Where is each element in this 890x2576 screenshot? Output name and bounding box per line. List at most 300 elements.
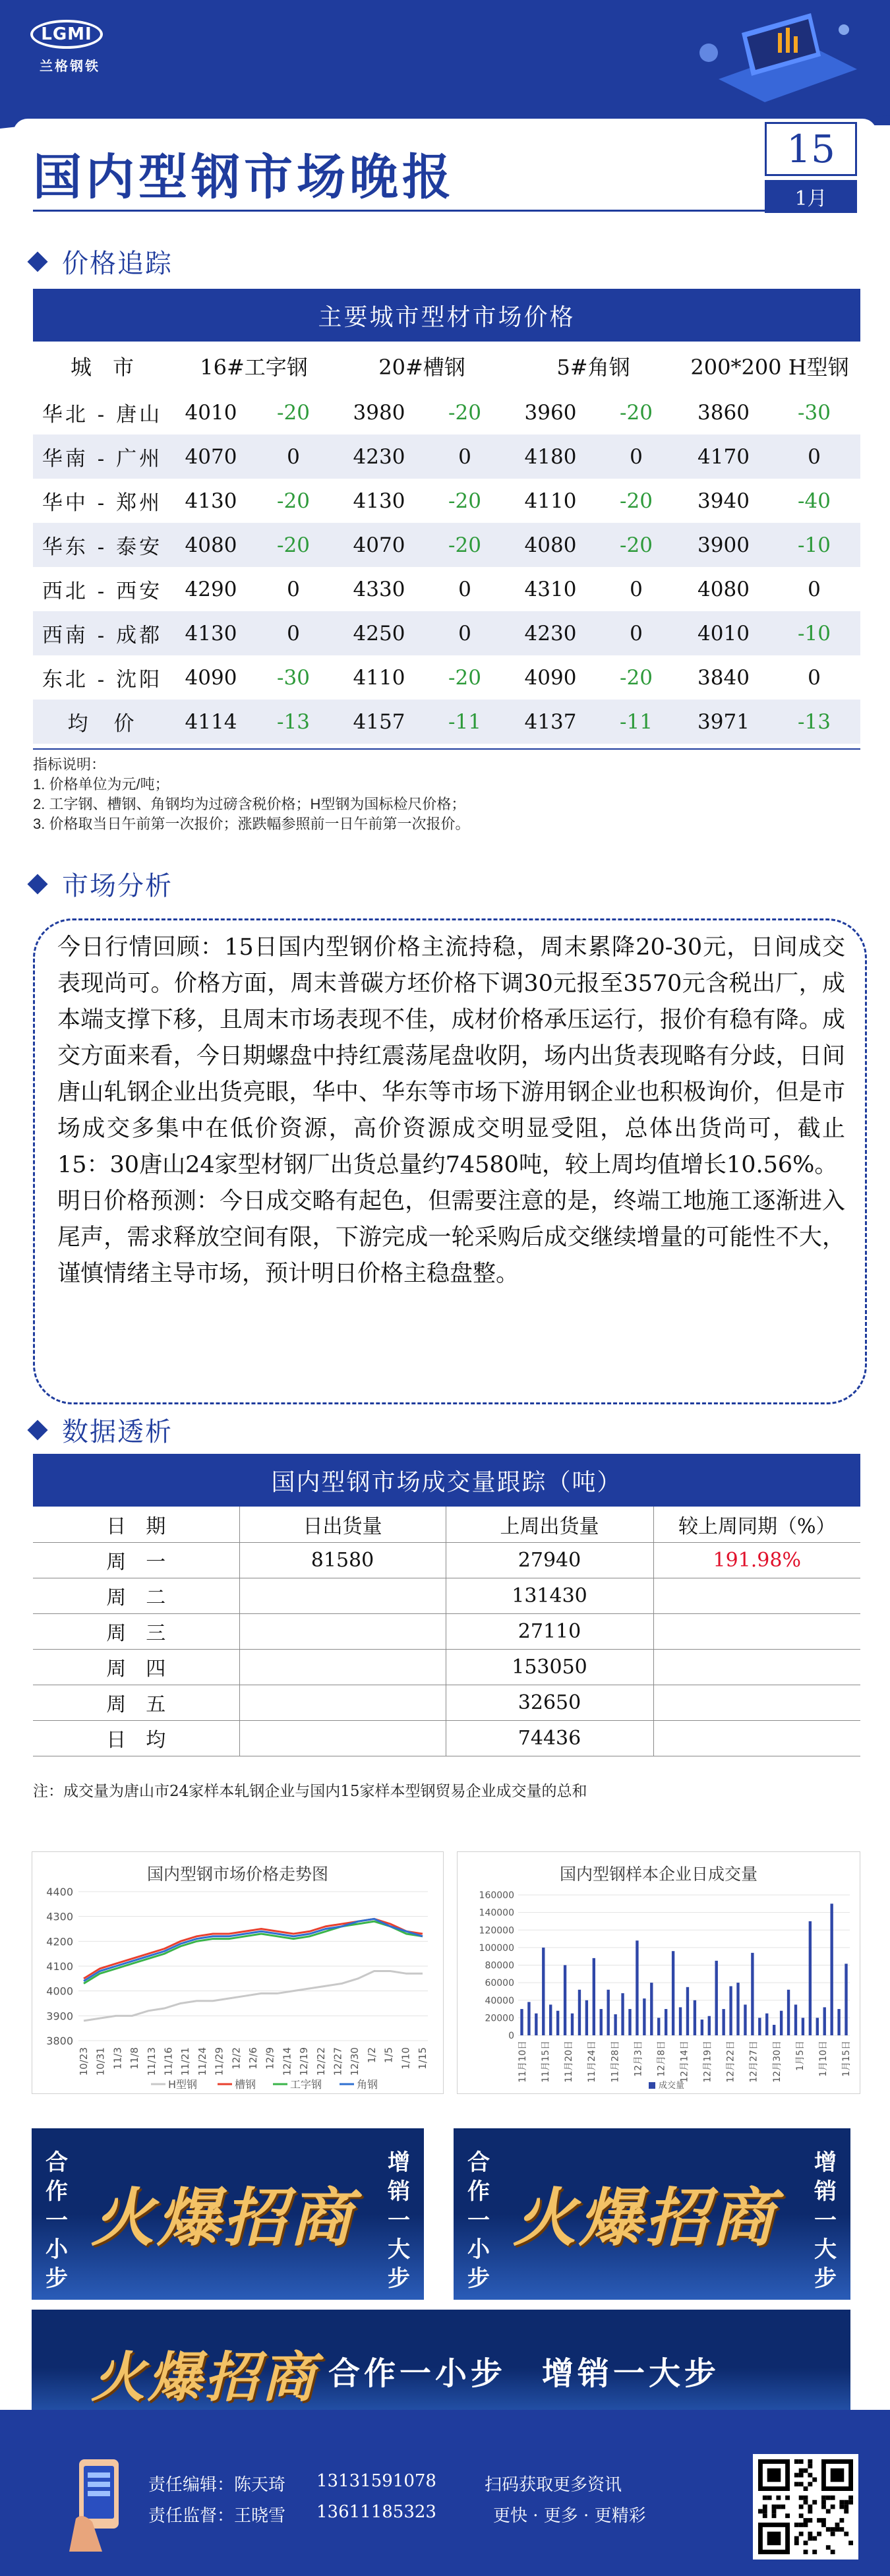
ad-banner-right[interactable] bbox=[454, 2128, 850, 2300]
price-cell: 4230 bbox=[508, 611, 593, 655]
qr-module bbox=[831, 2527, 835, 2532]
qr-module bbox=[839, 2518, 844, 2523]
x-tick-label: 1月5日 bbox=[794, 2041, 806, 2071]
volume-bar-svg bbox=[458, 1852, 861, 2095]
qr-module bbox=[808, 2518, 812, 2523]
price-table-title: 主要城市型材市场价格 bbox=[33, 289, 860, 342]
qr-module bbox=[804, 2540, 808, 2545]
y-tick-label: 4300 bbox=[46, 1910, 73, 1923]
price-cell: 4130 bbox=[185, 489, 237, 513]
city-cell: 西南 - 成都 bbox=[33, 611, 171, 655]
price-cell: 4170 bbox=[679, 434, 768, 479]
change-pct-cell bbox=[653, 1649, 860, 1685]
price-cell: 4110 bbox=[524, 489, 577, 513]
price-trend-chart bbox=[32, 1851, 444, 2094]
volume-bar bbox=[837, 2009, 840, 2035]
today-volume-cell bbox=[239, 1685, 446, 1720]
diamond-bullet-icon bbox=[27, 874, 47, 894]
column-header: 20#槽钢 bbox=[378, 355, 465, 380]
x-tick-label: 12月27日 bbox=[748, 2041, 759, 2083]
volume-bar bbox=[736, 1983, 739, 2035]
note-line: 3. 价格取当日午前第一次报价；涨跌幅参照前一日午前第一次报价。 bbox=[33, 816, 470, 832]
price-cell: 4090 bbox=[185, 665, 237, 690]
x-tick-label: 1月15日 bbox=[841, 2041, 852, 2077]
change-cell: -10 bbox=[768, 523, 860, 567]
city-cell: 华东 - 泰安 bbox=[33, 523, 171, 567]
y-tick-label: 4400 bbox=[46, 1886, 73, 1898]
volume-row bbox=[33, 1578, 860, 1613]
x-tick-label: 11/24 bbox=[196, 2047, 208, 2076]
qr-module bbox=[763, 2509, 767, 2513]
price-notes bbox=[33, 748, 860, 834]
qr-module bbox=[812, 2550, 817, 2554]
volume-row bbox=[33, 1685, 860, 1720]
y-tick-label: 140000 bbox=[479, 1907, 514, 1919]
analysis-review: 今日行情回顾：15日国内型钢价格主流持稳，周末累降20-30元，日间成交表现尚可。价格方面，周末普碳方坯价格下调30元报至3570元含税出厂，成本端支撑下移，且周末市场表现不佳，成材价格承压运行，报价有稳有降。成交方面来看，今日期螺盘中持红震荡尾盘收阴，场内出货表现略有分歧，日间唐山轧钢企业出货亮眼，华中、华东等市场下游用钢企业也积极询价，但是市场成交多集中在低价资源，高价资源成交明显受阻，总体出货尚可，截止15：30唐山24家型材钢厂出货总量约74580吨，较上周均值增长10.56%。 bbox=[57, 934, 845, 1178]
volume-bar bbox=[744, 2004, 746, 2035]
volume-bar bbox=[643, 1998, 645, 2035]
last-week-volume-cell: 32650 bbox=[446, 1685, 653, 1720]
volume-bar bbox=[600, 2009, 603, 2035]
change-pct-cell bbox=[653, 1685, 860, 1720]
qr-module bbox=[831, 2550, 835, 2554]
title-divider bbox=[33, 210, 765, 212]
ad-slogan: 合作一小步 增销一大步 bbox=[328, 2355, 721, 2392]
price-cell: 4010 bbox=[185, 400, 237, 425]
volume-row bbox=[33, 1720, 860, 1756]
day-cell: 周四 bbox=[33, 1649, 239, 1685]
section-title: 数据透析 bbox=[62, 1417, 173, 1447]
x-tick-label: 11月24日 bbox=[587, 2041, 598, 2083]
column-header: 200*200 H型钢 bbox=[690, 355, 849, 380]
volume-bar bbox=[809, 1921, 812, 2035]
price-row bbox=[33, 567, 860, 611]
change-cell: -20 bbox=[448, 665, 481, 690]
volume-bar bbox=[542, 1948, 545, 2035]
price-cell: 4130 bbox=[353, 489, 405, 513]
price-cell: 4250 bbox=[336, 611, 422, 655]
day-cell: 日均 bbox=[33, 1720, 239, 1756]
volume-table-block bbox=[33, 1454, 860, 1756]
qr-module bbox=[826, 2509, 831, 2513]
change-cell: 0 bbox=[593, 611, 679, 655]
y-tick-label: 60000 bbox=[485, 1978, 514, 1989]
ad-headline: 火爆招商 bbox=[91, 2346, 318, 2409]
qr-module bbox=[794, 2459, 799, 2464]
volume-bar bbox=[650, 1983, 653, 2035]
x-tick-label: 12/2 bbox=[230, 2047, 243, 2070]
qr-module bbox=[812, 2536, 817, 2541]
qr-module bbox=[844, 2505, 848, 2509]
volume-bar bbox=[802, 2018, 804, 2035]
change-cell: -40 bbox=[798, 489, 831, 513]
volume-note: 注：成交量为唐山市24家样本轧钢企业与国内15家样本型钢贸易企业成交量的总和 bbox=[33, 1783, 587, 1800]
change-cell: 0 bbox=[593, 434, 679, 479]
supervisor-phone[interactable]: 13611185323 bbox=[316, 2502, 436, 2522]
qr-module bbox=[804, 2550, 808, 2554]
brand-logo bbox=[30, 20, 109, 86]
qr-module bbox=[785, 2496, 790, 2500]
qr-module bbox=[817, 2532, 821, 2536]
volume-table bbox=[33, 1507, 860, 1756]
column-header: 较上周同期（%） bbox=[653, 1507, 860, 1542]
price-row bbox=[33, 479, 860, 523]
price-row bbox=[33, 655, 860, 700]
section-header-data bbox=[30, 1411, 173, 1449]
day-cell: 周三 bbox=[33, 1613, 239, 1649]
y-tick-label: 40000 bbox=[485, 1995, 514, 2006]
column-header: 日出货量 bbox=[239, 1507, 446, 1542]
volume-bar bbox=[628, 2009, 631, 2035]
qr-module bbox=[808, 2459, 812, 2464]
volume-bar bbox=[614, 2014, 616, 2035]
y-tick-label: 80000 bbox=[485, 1960, 514, 1971]
city-cell: 华北 - 唐山 bbox=[42, 403, 163, 427]
x-tick-label: 11/16 bbox=[162, 2047, 175, 2076]
ad-side-text-left: 合作一小步 bbox=[467, 2149, 490, 2292]
editor-phone[interactable]: 13131591078 bbox=[316, 2471, 436, 2491]
qr-finder bbox=[767, 2532, 781, 2546]
volume-bar bbox=[722, 2009, 725, 2035]
date-month: 1月 bbox=[765, 180, 857, 213]
change-cell: -20 bbox=[593, 523, 679, 567]
x-tick-label: 12月22日 bbox=[725, 2041, 736, 2083]
price-cell: 3900 bbox=[679, 523, 768, 567]
volume-bar bbox=[585, 2000, 588, 2035]
city-cell: 西北 - 西安 bbox=[42, 580, 163, 603]
price-row bbox=[33, 434, 860, 479]
volume-bar bbox=[686, 1987, 689, 2035]
change-cell: -13 bbox=[768, 700, 860, 744]
volume-bar bbox=[527, 2002, 530, 2035]
column-header: 5#角钢 bbox=[556, 355, 630, 380]
qr-module bbox=[826, 2527, 831, 2532]
change-cell: -20 bbox=[448, 489, 481, 513]
qr-module bbox=[799, 2505, 804, 2509]
qr-module bbox=[763, 2505, 767, 2509]
volume-bar bbox=[679, 2007, 682, 2035]
x-tick-label: 12/6 bbox=[247, 2047, 259, 2070]
volume-bar bbox=[665, 2009, 667, 2035]
change-cell: 0 bbox=[630, 577, 643, 601]
change-pct-cell: 191.98% bbox=[653, 1542, 860, 1578]
qr-module bbox=[808, 2532, 812, 2536]
qr-module bbox=[799, 2482, 804, 2486]
qr-module bbox=[839, 2500, 844, 2505]
qr-pattern bbox=[758, 2459, 853, 2554]
supervisor-label: 责任监督：王晓雪 bbox=[148, 2506, 286, 2526]
x-tick-label: 12/22 bbox=[314, 2047, 327, 2076]
logo-mark: LGMI bbox=[30, 20, 103, 49]
section-header-analysis bbox=[30, 865, 173, 903]
qr-module bbox=[804, 2496, 808, 2500]
qr-module bbox=[839, 2527, 844, 2532]
qr-module bbox=[844, 2532, 848, 2536]
qr-module bbox=[799, 2473, 804, 2478]
section-title: 价格追踪 bbox=[62, 249, 173, 279]
legend-label: 槽钢 bbox=[235, 2078, 256, 2091]
change-cell: 0 bbox=[808, 577, 821, 601]
price-table-block bbox=[33, 289, 860, 744]
qr-module bbox=[804, 2486, 808, 2491]
qr-module bbox=[804, 2523, 808, 2527]
section-header-price bbox=[30, 243, 173, 280]
x-tick-label: 11月28日 bbox=[610, 2041, 621, 2083]
qr-module bbox=[804, 2500, 808, 2505]
analysis-forecast: 明日价格预测：今日成交略有起色，但需要注意的是，终端工地施工逐渐进入尾声，需求释放空间有限，下游完成一轮采购后成交继续增量的可能性不大，谨慎情绪主导市场，预计明日价格主稳盘整。 bbox=[57, 1188, 845, 1287]
volume-bar bbox=[672, 1951, 674, 2035]
x-tick-label: 11/29 bbox=[213, 2047, 225, 2076]
price-cell: 4114 bbox=[171, 700, 251, 744]
qr-module bbox=[781, 2505, 785, 2509]
today-volume-cell bbox=[239, 1720, 446, 1756]
qr-module bbox=[821, 2496, 826, 2500]
x-tick-label: 12月19日 bbox=[702, 2041, 713, 2083]
volume-header-row bbox=[33, 1507, 860, 1542]
note-line: 指标说明： bbox=[33, 756, 106, 773]
x-tick-label: 10/31 bbox=[94, 2047, 107, 2076]
laptop-illustration-icon bbox=[679, 7, 864, 105]
day-cell: 周二 bbox=[33, 1578, 239, 1613]
qr-module bbox=[821, 2523, 826, 2527]
column-header: 16#工字钢 bbox=[200, 355, 308, 380]
change-cell: -10 bbox=[768, 611, 860, 655]
qr-module bbox=[831, 2532, 835, 2536]
change-cell: -30 bbox=[798, 400, 831, 425]
volume-bar bbox=[823, 2007, 826, 2035]
qr-module bbox=[808, 2536, 812, 2541]
qr-module bbox=[835, 2527, 840, 2532]
change-cell: 0 bbox=[422, 434, 508, 479]
legend-label: 成交量 bbox=[659, 2081, 685, 2091]
change-cell: -20 bbox=[448, 400, 481, 425]
volume-bar bbox=[773, 2025, 775, 2035]
qr-module bbox=[799, 2496, 804, 2500]
volume-bar bbox=[751, 1953, 754, 2035]
qr-module bbox=[848, 2496, 853, 2500]
today-volume-cell: 81580 bbox=[239, 1542, 446, 1578]
qr-module bbox=[794, 2540, 799, 2545]
city-cell: 华中 - 郑州 bbox=[42, 491, 163, 515]
x-tick-label: 1/5 bbox=[382, 2047, 395, 2064]
volume-bar bbox=[701, 2020, 703, 2035]
x-tick-label: 10/23 bbox=[78, 2047, 90, 2076]
change-cell: 0 bbox=[458, 577, 471, 601]
price-cell: 4090 bbox=[524, 665, 577, 690]
last-week-volume-cell: 153050 bbox=[446, 1649, 653, 1685]
price-row bbox=[33, 523, 860, 567]
qr-module bbox=[799, 2532, 804, 2536]
price-cell: 4157 bbox=[336, 700, 422, 744]
x-tick-label: 12月30日 bbox=[771, 2041, 783, 2083]
phone-hand-icon bbox=[63, 2453, 135, 2552]
qr-module bbox=[776, 2496, 781, 2500]
section-title: 市场分析 bbox=[62, 871, 173, 901]
change-cell: 0 bbox=[251, 611, 336, 655]
qr-module bbox=[826, 2496, 831, 2500]
qr-module bbox=[821, 2518, 826, 2523]
x-tick-label: 1月10日 bbox=[817, 2041, 829, 2077]
change-pct-cell bbox=[653, 1613, 860, 1649]
last-week-volume-cell: 131430 bbox=[446, 1578, 653, 1613]
volume-bar bbox=[845, 1963, 847, 2035]
x-tick-label: 1/2 bbox=[365, 2047, 378, 2064]
legend-label: 工字钢 bbox=[290, 2078, 322, 2091]
volume-bar bbox=[729, 1986, 732, 2035]
qr-module bbox=[776, 2505, 781, 2509]
column-header: 城 市 bbox=[70, 355, 134, 380]
change-cell: 0 bbox=[768, 434, 860, 479]
volume-bar bbox=[765, 2014, 768, 2035]
ad-side-text-right: 增销一大步 bbox=[814, 2149, 837, 2292]
diamond-bullet-icon bbox=[27, 1420, 47, 1440]
qr-module bbox=[808, 2509, 812, 2513]
chart-title: 国内型钢样本企业日成交量 bbox=[559, 1865, 757, 1884]
change-cell: -20 bbox=[277, 400, 310, 425]
change-cell: -20 bbox=[620, 400, 653, 425]
column-header: 日 期 bbox=[33, 1507, 239, 1542]
y-tick-label: 100000 bbox=[479, 1942, 514, 1954]
x-tick-label: 11月20日 bbox=[564, 2041, 575, 2083]
x-tick-label: 11/3 bbox=[111, 2047, 124, 2070]
y-tick-label: 0 bbox=[508, 2031, 514, 2041]
qr-code-icon[interactable] bbox=[753, 2454, 858, 2560]
qr-module bbox=[767, 2496, 772, 2500]
price-header-row bbox=[33, 342, 860, 390]
price-cell: 3980 bbox=[353, 400, 405, 425]
volume-bar bbox=[694, 2000, 696, 2035]
qr-module bbox=[844, 2509, 848, 2513]
volume-row bbox=[33, 1542, 860, 1578]
change-cell: -11 bbox=[593, 700, 679, 744]
qr-module bbox=[821, 2500, 826, 2505]
today-volume-cell bbox=[239, 1578, 446, 1613]
last-week-volume-cell: 27110 bbox=[446, 1613, 653, 1649]
change-cell: -11 bbox=[422, 700, 508, 744]
note-line: 2. 工字钢、槽钢、角钢均为过磅含税价格；H型钢为国标检尺价格； bbox=[33, 796, 466, 812]
city-cell: 东北 - 沈阳 bbox=[42, 668, 163, 692]
x-tick-label: 12/27 bbox=[332, 2047, 344, 2076]
price-cell: 4010 bbox=[679, 611, 768, 655]
page-title: 国内型钢市场晚报 bbox=[33, 149, 455, 206]
qr-finder bbox=[831, 2469, 845, 2482]
logo-text: 兰格钢铁 bbox=[40, 58, 100, 74]
change-cell: 0 bbox=[287, 577, 300, 601]
last-week-volume-cell: 74436 bbox=[446, 1720, 653, 1756]
series-line-槽钢 bbox=[84, 1919, 423, 1978]
volume-bar bbox=[549, 2004, 552, 2035]
city-cell: 华南 - 广州 bbox=[33, 434, 171, 479]
x-tick-label: 12/9 bbox=[264, 2047, 276, 2070]
x-tick-label: 12月8日 bbox=[656, 2041, 667, 2077]
change-cell: -20 bbox=[251, 523, 336, 567]
price-trend-svg bbox=[32, 1852, 444, 2095]
qr-module bbox=[799, 2459, 804, 2464]
change-pct-cell bbox=[653, 1578, 860, 1613]
price-row bbox=[33, 700, 860, 744]
qr-module bbox=[758, 2509, 763, 2513]
volume-table-title: 国内型钢市场成交量跟踪（吨） bbox=[33, 1454, 860, 1507]
volume-bar bbox=[593, 1958, 595, 2035]
price-row bbox=[33, 390, 860, 434]
qr-module bbox=[785, 2513, 790, 2518]
volume-bar bbox=[571, 2014, 574, 2035]
volume-bar bbox=[758, 2018, 761, 2035]
change-cell: -20 bbox=[277, 489, 310, 513]
volume-bar bbox=[535, 2014, 537, 2035]
qr-module bbox=[794, 2482, 799, 2486]
qr-module bbox=[844, 2500, 848, 2505]
legend-swatch bbox=[649, 2082, 655, 2089]
volume-bar bbox=[520, 2009, 523, 2035]
y-tick-label: 3900 bbox=[46, 2010, 73, 2023]
qr-module bbox=[808, 2464, 812, 2469]
qr-module bbox=[804, 2469, 808, 2473]
qr-module bbox=[826, 2545, 831, 2550]
volume-row bbox=[33, 1613, 860, 1649]
series-line-H型钢 bbox=[84, 1971, 423, 2021]
price-cell: 4310 bbox=[524, 577, 577, 601]
x-tick-label: 11/8 bbox=[129, 2047, 141, 2070]
price-cell: 3960 bbox=[524, 400, 577, 425]
price-cell: 4130 bbox=[171, 611, 251, 655]
volume-bar-chart bbox=[457, 1851, 860, 2094]
qr-module bbox=[848, 2540, 853, 2545]
qr-module bbox=[772, 2509, 777, 2513]
change-pct-cell bbox=[653, 1720, 860, 1756]
price-cell: 3840 bbox=[697, 665, 750, 690]
x-tick-label: 12/30 bbox=[349, 2047, 361, 2076]
volume-bar bbox=[830, 1903, 833, 2035]
qr-module bbox=[808, 2482, 812, 2486]
ad-headline: 火爆招商 bbox=[513, 2180, 777, 2255]
qr-module bbox=[799, 2523, 804, 2527]
price-cell: 4080 bbox=[508, 523, 593, 567]
price-cell: 4110 bbox=[353, 665, 405, 690]
qr-module bbox=[817, 2518, 821, 2523]
ad-banner-left[interactable] bbox=[32, 2128, 424, 2300]
note-line: 1. 价格单位为元/吨； bbox=[33, 776, 169, 793]
volume-bar bbox=[607, 1990, 609, 2035]
qr-module bbox=[763, 2496, 767, 2500]
date-badge bbox=[765, 122, 857, 211]
qr-module bbox=[821, 2505, 826, 2509]
qr-finder bbox=[767, 2469, 781, 2482]
price-cell: 4137 bbox=[508, 700, 593, 744]
y-tick-label: 4100 bbox=[46, 1960, 73, 1973]
day-cell: 周一 bbox=[33, 1542, 239, 1578]
ad-banner-wide[interactable] bbox=[32, 2310, 850, 2425]
today-volume-cell bbox=[239, 1649, 446, 1685]
x-tick-label: 11月15日 bbox=[541, 2041, 552, 2083]
qr-module bbox=[808, 2473, 812, 2478]
change-cell: 0 bbox=[422, 611, 508, 655]
ad-headline: 火爆招商 bbox=[91, 2180, 355, 2255]
qr-module bbox=[831, 2505, 835, 2509]
last-week-volume-cell: 27940 bbox=[446, 1542, 653, 1578]
volume-bar bbox=[816, 2018, 819, 2035]
column-header: 上周出货量 bbox=[446, 1507, 653, 1542]
y-tick-label: 4200 bbox=[46, 1935, 73, 1948]
qr-module bbox=[839, 2505, 844, 2509]
price-cell: 4230 bbox=[336, 434, 422, 479]
x-tick-label: 1/10 bbox=[400, 2047, 412, 2070]
price-table bbox=[33, 342, 860, 744]
change-cell: -20 bbox=[422, 523, 508, 567]
y-tick-label: 20000 bbox=[485, 2013, 514, 2024]
price-cell: 3971 bbox=[679, 700, 768, 744]
city-cell: 均 价 bbox=[33, 700, 171, 744]
